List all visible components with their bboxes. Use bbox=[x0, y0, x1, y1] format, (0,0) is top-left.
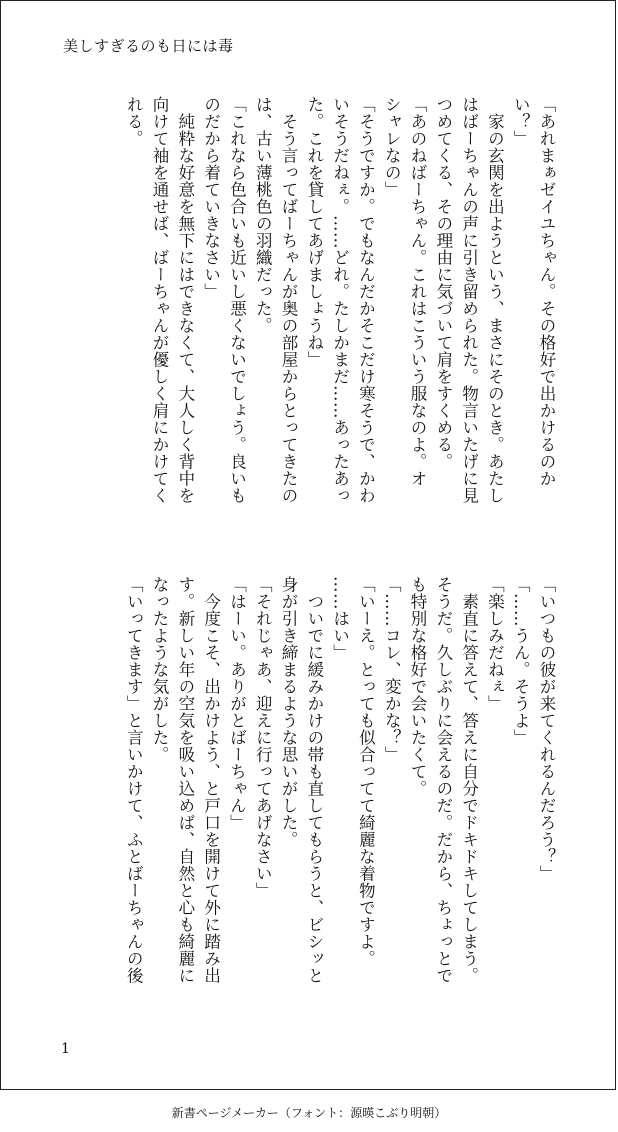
text-line: 今度こそ、出かけよう、と戸口を開けて外に踏み出 bbox=[201, 576, 221, 984]
text-line: いそうだねぇ。……どれ。たしかまだ……あったあっ bbox=[330, 96, 350, 504]
text-line: なったような気がした。 bbox=[150, 576, 170, 763]
text-line: 向けて袖を通せば、ばーちゃんが優しく肩にかけてく bbox=[150, 96, 170, 504]
text-line: ついでに緩みかけの帯も直してもらうと、ビシッと bbox=[304, 576, 324, 984]
text-line: はばーちゃんの声に引き留められた。物言いたげに見 bbox=[459, 96, 479, 504]
text-line: た。これを貸してあげましょうね」 bbox=[304, 96, 324, 368]
text-line: 身が引き締まるような思いがした。 bbox=[279, 576, 299, 848]
text-line: つめてくる、その理由に気づいて肩をすくめる。 bbox=[433, 96, 453, 470]
text-line: ……はい」 bbox=[330, 576, 350, 661]
text-line: 家の玄関を出ようという、まさにそのとき。あたし bbox=[485, 96, 505, 504]
text-line: 「あれまぁゼイユちゃん。その格好で出かけるのか bbox=[537, 96, 556, 487]
text-line: す。新しい年の空気を吸い込めば、自然と心も綺麗に bbox=[175, 576, 195, 984]
text-line: 「……うん。そうよ」 bbox=[511, 576, 531, 746]
text-line: 素直に答えて、答えに自分でドキドキしてしまう。 bbox=[459, 576, 479, 984]
text-line: そう言ってばーちゃんが奥の部屋からとってきたの bbox=[279, 96, 299, 504]
text-line: 「……コレ、変かな？」 bbox=[382, 576, 402, 763]
footer-credit: 新書ページメーカー（フォント：源暎こぶり明朝） bbox=[171, 1106, 447, 1120]
text-line: 「いーえ。とっても似合ってて綺麗な着物ですよ。 bbox=[356, 576, 376, 967]
text-line: 「いつもの彼が来てくれるんだろう？」 bbox=[537, 576, 556, 882]
page-title: 美しすぎるのも日には毒 bbox=[63, 37, 234, 55]
text-line: のだから着ていきなさい」 bbox=[201, 96, 221, 300]
text-line: 「そうですか。でもなんだかそこだけ寒そうで、かわ bbox=[356, 96, 376, 504]
text-line: れる。 bbox=[124, 96, 144, 147]
text-column-bottom bbox=[39, 576, 559, 1016]
text-line: シャレなの」 bbox=[382, 96, 402, 198]
page-number: 1 bbox=[61, 1041, 70, 1057]
text-line: 「あのねばーちゃん。これはこういう服なのよ。オ bbox=[408, 96, 428, 487]
text-line: 「いってきます」と言いかけて、ふとばーちゃんの後 bbox=[124, 576, 144, 984]
text-line: は、古い薄桃色の羽織だった。 bbox=[253, 96, 273, 334]
text-column-top bbox=[39, 96, 559, 536]
text-line: 「はーい。ありがとばーちゃん」 bbox=[227, 576, 247, 831]
text-line: も特別な格好で会いたくて。 bbox=[408, 576, 428, 797]
text-line: 「これなら色合いも近いし悪くないでしょう。良いも bbox=[227, 96, 247, 504]
text-line: そうだ。久しぶりに会えるのだ。だから、ちょっとで bbox=[433, 576, 453, 984]
text-line: 「楽しみだねぇ」 bbox=[485, 576, 505, 712]
text-line: い？」 bbox=[511, 96, 531, 147]
text-line: 純粋な好意を無下にはできなくて、大人しく背中を bbox=[175, 96, 195, 504]
text-line: 「それじゃあ、迎えに行ってあげなさい」 bbox=[253, 576, 273, 899]
